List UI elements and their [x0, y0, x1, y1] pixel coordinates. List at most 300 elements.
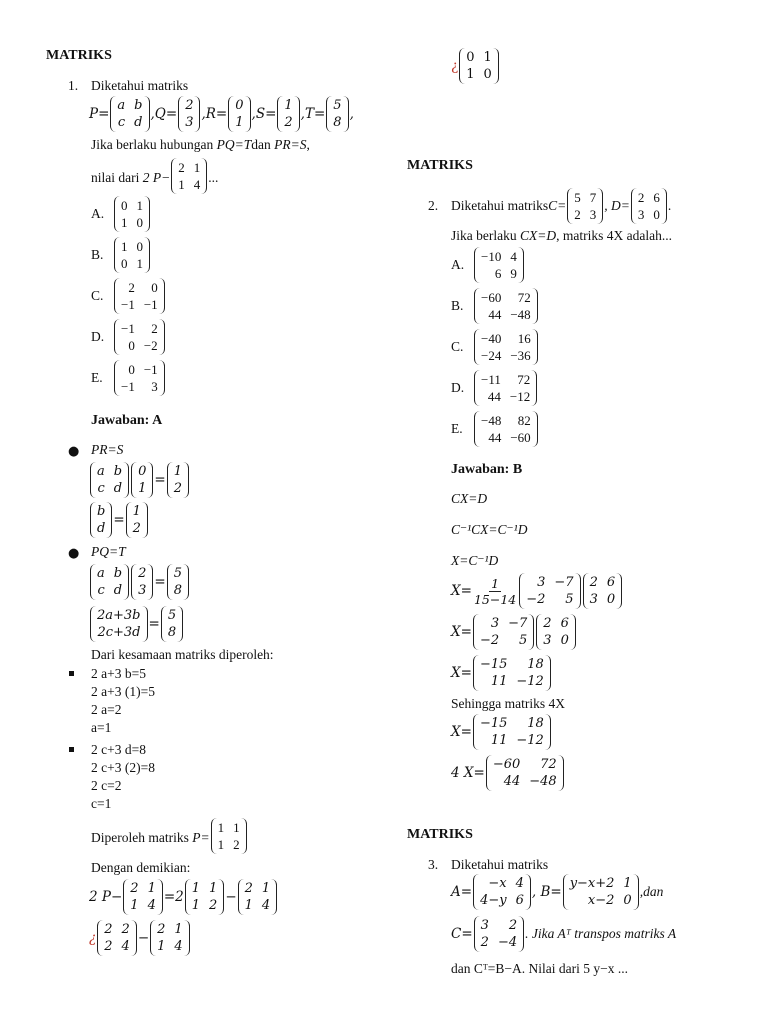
matrix	[114, 196, 150, 232]
matrix-cell: 2	[173, 481, 182, 496]
matrix-cell: 6	[606, 575, 616, 590]
matrix	[473, 655, 551, 691]
math-text: , B=	[531, 884, 562, 900]
condition-eq1: PQ=T	[216, 137, 252, 152]
math-text: X=	[451, 624, 472, 640]
matrix-cell: 6	[515, 893, 524, 908]
matrix-cell: 1	[173, 464, 182, 479]
matrix	[563, 874, 639, 910]
matrix-cell: x−2	[587, 893, 615, 908]
matrix-cell: 1	[130, 898, 139, 913]
option-2-a	[451, 247, 525, 283]
matrix-cell: d	[113, 583, 123, 598]
matrix-cell: 3	[589, 207, 597, 222]
matrix-cell: 5	[173, 566, 182, 581]
pq-equation-2	[89, 606, 184, 642]
matrix-cell: −15	[479, 657, 508, 672]
matrix	[474, 411, 538, 447]
matrix-cell: 1	[466, 67, 475, 82]
math-text: C.	[451, 339, 464, 354]
matrix-cell: 3	[490, 616, 500, 631]
matrix-cell: 1	[138, 481, 147, 496]
matrix-cell: −36	[510, 348, 531, 363]
math-text: =	[148, 616, 160, 632]
matrix-cell: 0	[138, 464, 147, 479]
option-c	[91, 278, 166, 314]
matrix-cell: 11	[490, 733, 508, 748]
matrix-cell: 2	[637, 190, 645, 205]
matrix-cell: 1	[235, 115, 244, 130]
math-text: E.	[91, 370, 103, 385]
matrix-cell: 3	[637, 207, 645, 222]
matrix-cell: a	[117, 98, 126, 113]
math-text: .	[667, 198, 672, 213]
matrix	[131, 564, 153, 600]
matrix-cell: 5	[519, 633, 528, 648]
question-number-3: 3.	[428, 857, 439, 872]
option-2-d	[451, 370, 538, 406]
matrix-cell: 0	[128, 338, 135, 353]
step-line: c=1	[91, 796, 112, 811]
matrix-cell: 0	[606, 592, 616, 607]
step-line: 2 a=2	[91, 702, 122, 717]
math-text: X=	[451, 665, 472, 681]
q2-cond-eq: CX=D	[519, 228, 557, 243]
matrix-cell: 1	[209, 881, 218, 896]
matrix-cell: 82	[517, 413, 531, 428]
option-e	[91, 360, 166, 396]
matrix-cell: 1	[284, 98, 293, 113]
matrix-cell: 2c+3d	[97, 625, 141, 640]
matrix-cell: 2	[178, 160, 185, 175]
matrix-cell: −12	[509, 389, 531, 404]
matrix-cell: 4	[193, 177, 201, 192]
question-3-defs	[451, 874, 663, 910]
matrix	[185, 879, 225, 915]
matrix-cell: b	[113, 464, 123, 479]
matrix	[473, 614, 534, 650]
matrix-cell: 1	[623, 876, 632, 891]
matrix	[486, 755, 564, 791]
matrix-cell: 72	[517, 372, 531, 387]
matrix-cell: −7	[554, 575, 574, 590]
option-a	[91, 196, 151, 232]
matrix-cell: c	[117, 115, 126, 130]
matrix-cell: 1	[244, 898, 253, 913]
math-text: 4 X=	[451, 765, 485, 781]
matrix-cell: 1	[193, 160, 201, 175]
pr-s-label: PR=S	[91, 442, 124, 457]
matrix-cell: 2	[121, 922, 130, 937]
matrix-cell: 6	[494, 266, 502, 281]
math-text: ,	[150, 106, 155, 122]
matrix-cell: 0	[483, 67, 492, 82]
matrix	[238, 879, 278, 915]
math-text: A=	[451, 884, 473, 900]
step-7	[451, 714, 552, 750]
matrix-cell: 5	[167, 608, 177, 623]
matrix	[97, 920, 137, 956]
pq-t-label: PQ=T	[91, 544, 126, 559]
math-text: =	[154, 472, 166, 488]
matrix-cell: 8	[167, 625, 177, 640]
section-heading-2: MATRIKS	[407, 158, 473, 173]
matrix	[114, 237, 150, 273]
condition-comma: ,	[306, 137, 310, 152]
matrix	[126, 502, 148, 538]
matrix	[228, 96, 250, 132]
matrix-cell: 6	[560, 616, 569, 631]
matrix-cell: 4	[121, 939, 130, 954]
matrix-cell: −1	[121, 379, 135, 394]
matrix-cell: 1	[121, 215, 128, 230]
steps-a	[91, 665, 155, 737]
matrix-cell: 72	[517, 290, 531, 305]
matrix-cell: 5	[574, 190, 581, 205]
matrix-cell: 44	[487, 389, 501, 404]
step-1: CX=D	[451, 491, 488, 506]
step-line: 2 c+3 d=8	[91, 742, 146, 757]
fraction: $\frac{1}{15-14}$	[473, 575, 517, 607]
matrix-cell: 1	[178, 177, 185, 192]
matrix	[583, 573, 623, 609]
condition-and: dan	[251, 137, 271, 152]
matrix-cell: 0	[623, 893, 632, 908]
matrix-cell: 2	[543, 616, 552, 631]
matrix-cell: 0	[560, 633, 569, 648]
matrix	[161, 606, 183, 642]
matrix-cell: d	[113, 481, 123, 496]
matrix	[326, 96, 348, 132]
option-2-b	[451, 288, 539, 324]
matrix	[277, 96, 299, 132]
matrix-cell: d	[97, 521, 106, 536]
matrix-cell: 18	[527, 716, 544, 731]
matrix-cell: −60	[510, 430, 531, 445]
math-text: D.	[451, 380, 465, 395]
top-continuation	[451, 48, 500, 84]
pr-equation-2	[89, 502, 149, 538]
matrix	[519, 573, 580, 609]
matrix-cell: 1	[174, 922, 183, 937]
result-line	[91, 818, 248, 858]
matrix-cell: −48	[529, 774, 557, 789]
square-bullet-icon	[69, 747, 74, 752]
matrix	[567, 188, 603, 224]
math-text: 2 P−	[89, 889, 123, 905]
matrix-cell: 1	[217, 820, 225, 835]
matrix-cell: −1	[143, 362, 158, 377]
matrix-cell: 1	[136, 256, 143, 271]
conclusion-text: Dengan demikian:	[91, 860, 191, 875]
matrix-cell: −11	[481, 372, 501, 387]
math-text: R=	[205, 106, 228, 122]
matrix	[474, 916, 524, 952]
matrix	[474, 370, 537, 406]
question-2-line	[451, 188, 671, 224]
math-text: C=	[451, 926, 473, 942]
matrix-cell: 8	[173, 583, 182, 598]
matrix	[167, 462, 189, 498]
matrix-cell: −48	[481, 413, 502, 428]
math-text: =	[113, 512, 125, 528]
math-text: C=	[548, 198, 567, 213]
matrix-cell: 2	[284, 115, 293, 130]
math-text: B.	[91, 247, 104, 262]
matrix-cell: 4−y	[480, 893, 507, 908]
matrix-cell: 4	[261, 898, 271, 913]
matrix-cell: 3	[151, 379, 158, 394]
matrix-cell: a	[97, 566, 105, 581]
matrix-cell: −1	[143, 297, 158, 312]
matrix	[473, 714, 551, 750]
step-line: 2 c=2	[91, 778, 122, 793]
condition-line	[91, 137, 310, 153]
prompt-ellipsis: ...	[208, 170, 219, 185]
question-prompt	[91, 158, 218, 198]
math-text: −	[137, 930, 150, 946]
pq-equation	[89, 564, 190, 600]
matrix-cell: 4	[515, 876, 524, 891]
math-text: , D=	[604, 198, 630, 213]
matrix	[459, 48, 499, 84]
question-3-title: Diketahui matriks	[451, 857, 549, 872]
q2-cond-rest: , matriks 4X adalah...	[556, 228, 672, 243]
matrix	[474, 247, 524, 283]
final-equation	[89, 879, 278, 915]
matrix	[114, 278, 165, 314]
matrix-cell: b	[134, 98, 143, 113]
step-line: 2 a+3 (1)=5	[91, 684, 155, 699]
matrix-cell: −1	[121, 321, 135, 336]
matrix-cell: −2	[479, 633, 500, 648]
matrix-cell: 0	[653, 207, 660, 222]
matrix-cell: a	[97, 464, 105, 479]
matrix-cell: 0	[121, 198, 128, 213]
matrix-cell: y−x+2	[569, 876, 615, 891]
question-3-line4: dan Cᵀ=B−A. Nilai dari 5 y−x ...	[451, 961, 628, 976]
matrix	[474, 329, 538, 365]
answer-label-2: Jawaban: B	[451, 462, 523, 477]
step-2: C⁻¹CX=C⁻¹D	[451, 522, 528, 537]
math-text: T=	[304, 106, 326, 122]
matrix-cell: 1	[147, 881, 156, 896]
matrix-cell: 2	[151, 321, 158, 336]
matrix-cell: 4	[174, 939, 183, 954]
matrix-cell: 4	[147, 898, 156, 913]
step-line: 2 a+3 b=5	[91, 666, 146, 681]
matrix-cell: −60	[492, 757, 521, 772]
matrix-cell: 2	[128, 280, 135, 295]
math-text: ,dan	[639, 884, 664, 899]
math-text: ¿	[451, 58, 459, 74]
matrix	[131, 462, 153, 498]
matrix-cell: 3	[138, 583, 147, 598]
matrix-cell: 2	[104, 922, 113, 937]
math-text: C.	[91, 288, 104, 303]
matrix-cell: 1	[483, 50, 492, 65]
math-text: ,	[251, 106, 256, 122]
matrix-cell: −2	[526, 592, 546, 607]
matrix-cell: 3	[185, 115, 194, 130]
matrix-cell: −4	[497, 935, 518, 950]
matrix-cell: 2	[104, 939, 113, 954]
matrix	[90, 462, 129, 498]
step-line: 2 c+3 (2)=8	[91, 760, 155, 775]
condition-text: Jika berlaku hubungan	[91, 137, 214, 152]
math-text: A.	[91, 206, 105, 221]
matrix-cell: d	[134, 115, 143, 130]
matrix-cell: −1	[121, 297, 135, 312]
matrix	[114, 319, 165, 355]
matrix-cell: 1	[121, 239, 128, 254]
matrix-cell: 2	[132, 521, 141, 536]
matrix-cell: 2	[209, 898, 218, 913]
matrix-cell: 0	[121, 256, 128, 271]
matrix-cell: 2	[138, 566, 147, 581]
matrix-cell: 1	[191, 898, 201, 913]
matrix-cell: 1	[233, 820, 240, 835]
matrix-cell: 1	[136, 198, 143, 213]
math-text: ,	[349, 106, 354, 122]
condition-eq2: PR=S	[274, 137, 307, 152]
matrix-cell: −24	[481, 348, 502, 363]
matrix	[474, 288, 538, 324]
math-text: . Jika Aᵀ transpos matriks A	[525, 926, 677, 941]
matrix-cell: 2	[574, 207, 581, 222]
matrix-cell: 5	[333, 98, 342, 113]
matrix-cell: 2	[508, 918, 518, 933]
question-2-condition	[451, 228, 672, 244]
matrix-cell: 4	[510, 249, 517, 264]
matrix-cell: c	[97, 481, 105, 496]
matrix-cell: 0	[235, 98, 244, 113]
matrix	[167, 564, 189, 600]
step-4	[451, 573, 623, 609]
matrix-cell: −7	[508, 616, 528, 631]
math-text: ,	[201, 106, 206, 122]
matrix-cell: 1	[157, 939, 166, 954]
step-5	[451, 614, 577, 650]
matrix-cell: 11	[490, 674, 508, 689]
step-8	[451, 755, 565, 791]
matrix-cell: 0	[466, 50, 475, 65]
q2-cond-text: Jika berlaku	[451, 228, 517, 243]
therefore-text: Sehingga matriks 4X	[451, 696, 565, 711]
matrix	[90, 564, 129, 600]
matrix	[211, 818, 247, 854]
matrix-cell: 44	[488, 430, 502, 445]
matrix-cell: 8	[333, 115, 342, 130]
matrix-cell: 0	[136, 215, 143, 230]
option-2-e	[451, 411, 539, 447]
math-text: X=	[451, 583, 472, 599]
math-text: D.	[91, 329, 105, 344]
option-d	[91, 319, 166, 355]
math-text: ,	[300, 106, 305, 122]
step-6	[451, 655, 552, 691]
matrix-cell: 16	[517, 331, 531, 346]
matrix	[171, 158, 207, 194]
matrix-cell: 2	[244, 881, 253, 896]
bullet-icon: ●	[68, 546, 80, 561]
math-text: E.	[451, 421, 463, 436]
question-title: Diketahui matriks	[91, 78, 189, 93]
matrix	[631, 188, 667, 224]
matrix-cell: 1	[191, 881, 201, 896]
step-3: X=C⁻¹D	[451, 553, 499, 568]
matrix-cell: −x	[488, 876, 507, 891]
matrix-cell: 44	[488, 307, 502, 322]
matrix-definitions	[89, 96, 354, 132]
matrix-cell: 0	[128, 362, 135, 377]
matrix	[114, 360, 165, 396]
matrix-cell: 3	[537, 575, 546, 590]
math-text: B.	[451, 298, 464, 313]
matrix	[473, 874, 531, 910]
matrix-cell: 0	[136, 239, 143, 254]
derived-text: Dari kesamaan matriks diperoleh:	[91, 647, 274, 662]
matrix-cell: 2	[589, 575, 598, 590]
matrix-cell: 72	[540, 757, 557, 772]
math-text: A.	[451, 257, 465, 272]
matrix-cell: −40	[481, 331, 502, 346]
option-2-c	[451, 329, 539, 365]
result-text: Diperoleh matriks	[91, 830, 189, 845]
matrix-cell: 3	[589, 592, 598, 607]
matrix-cell: 2	[130, 881, 139, 896]
math-text: =	[154, 574, 166, 590]
matrix-cell: 1	[132, 504, 141, 519]
matrix-cell: 3	[480, 918, 489, 933]
matrix-cell: 2	[233, 837, 240, 852]
matrix-cell: 2	[185, 98, 194, 113]
question-3-c	[451, 916, 676, 952]
matrix-cell: 5	[565, 592, 574, 607]
matrix-cell: 2	[480, 935, 489, 950]
matrix-cell: −12	[516, 674, 544, 689]
step-line: a=1	[91, 720, 112, 735]
prompt-text: nilai dari	[91, 170, 140, 185]
matrix	[123, 879, 163, 915]
matrix	[150, 920, 190, 956]
math-text: S=	[255, 106, 277, 122]
matrix-cell: 9	[510, 266, 517, 281]
matrix-cell: 6	[653, 190, 660, 205]
matrix	[90, 502, 112, 538]
result-p: P=	[192, 830, 210, 845]
section-heading: MATRIKS	[46, 48, 112, 63]
question-number-2: 2.	[428, 198, 439, 213]
math-text: X=	[451, 724, 472, 740]
matrix-cell: 2a+3b	[97, 608, 141, 623]
matrix-cell: 1	[217, 837, 225, 852]
math-text: Q=	[154, 106, 178, 122]
math-text: =2	[163, 889, 184, 905]
math-text: P=	[89, 106, 110, 122]
matrix-cell: 3	[543, 633, 552, 648]
matrix-cell: −15	[479, 716, 508, 731]
prompt-matrix	[170, 158, 208, 198]
math-text: −	[225, 889, 237, 905]
final-equation-2	[89, 920, 191, 956]
matrix-cell: c	[97, 583, 105, 598]
matrix-cell: 1	[261, 881, 271, 896]
steps-c	[91, 741, 155, 813]
matrix	[110, 96, 149, 132]
matrix-cell: 44	[503, 774, 521, 789]
bullet-icon: ●	[68, 444, 80, 459]
